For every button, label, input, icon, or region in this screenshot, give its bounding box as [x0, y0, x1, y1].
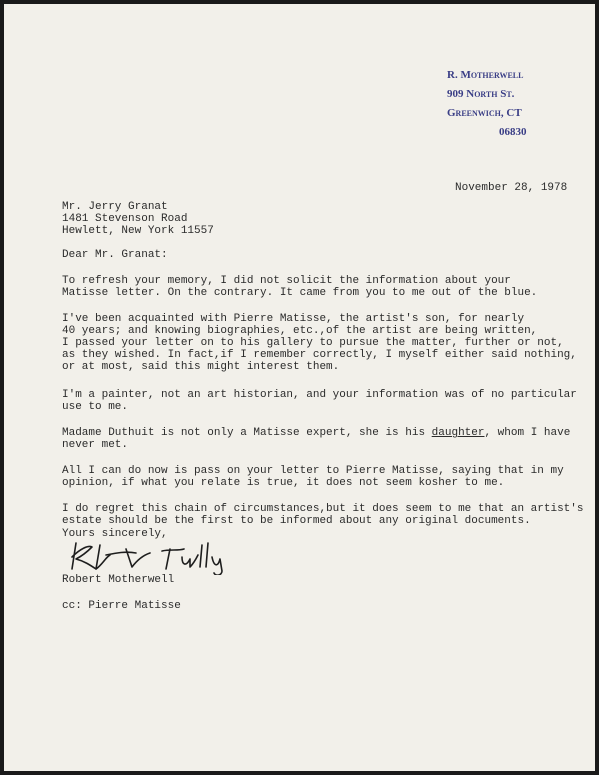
paragraph-4: [62, 427, 570, 451]
paragraph-3: [62, 389, 577, 413]
letterhead-zip: 06830: [499, 126, 527, 138]
letter-page: [4, 4, 595, 771]
recipient-city: Hewlett, New York 11557: [62, 225, 214, 237]
paragraph-line: or at most, said this might interest them.: [62, 361, 340, 373]
letterhead-street: 909 North St.: [447, 88, 515, 100]
letterhead-name: R. Motherwell: [447, 69, 524, 81]
paragraph-line: [62, 427, 570, 439]
paragraph-text: Madame Duthuit is not only a Matisse expert, she is his: [62, 427, 432, 439]
cc-line: cc: Pierre Matisse: [62, 600, 181, 612]
paragraph-line: I'm a painter, not an art historian, and your information was of no particular: [62, 389, 577, 401]
paragraph-line: I've been acquainted with Pierre Matisse, the artist's son, for nearly: [62, 313, 525, 325]
paragraph-line: To refresh your memory, I did not solicit the information about your: [62, 275, 511, 287]
paragraph-line: as they wished. In fact,if I remember correctly, I myself either said nothing,: [62, 349, 577, 361]
underlined-word: daughter: [431, 427, 485, 439]
paragraph-line: All I can do now is pass on your letter to Pierre Matisse, saying that in my: [62, 465, 564, 477]
paragraph-text: , whom I have: [484, 427, 571, 439]
paragraph-line: estate should be the first to be informed about any original documents.: [62, 515, 531, 527]
paragraph-6: [62, 503, 584, 527]
salutation: Dear Mr. Granat:: [62, 249, 168, 261]
paragraph-line: Matisse letter. On the contrary. It came from you to me out of the blue.: [62, 287, 538, 299]
recipient-address: [62, 201, 214, 237]
recipient-street: 1481 Stevenson Road: [62, 213, 188, 225]
paragraph-line: opinion, if what you relate is true, it does not seem kosher to me.: [62, 477, 505, 489]
paragraph-1: [62, 275, 537, 299]
signer-name: Robert Motherwell: [62, 574, 175, 586]
paragraph-line: never met.: [62, 439, 129, 451]
recipient-name: Mr. Jerry Granat: [62, 201, 168, 213]
paragraph-5: [62, 465, 564, 489]
handwritten-signature: [66, 535, 266, 575]
letterhead: [447, 66, 527, 142]
letterhead-city: Greenwich, CT: [447, 107, 522, 119]
paragraph-2: [62, 313, 577, 373]
paragraph-line: I passed your letter on to his gallery to pursue the matter, further or not,: [62, 337, 564, 349]
paragraph-line: 40 years; and knowing biographies, etc.,of the artist are being written,: [62, 325, 538, 337]
closing: Yours sincerely,: [62, 528, 168, 540]
letter-date: November 28, 1978: [455, 182, 568, 194]
paragraph-line: use to me.: [62, 401, 129, 413]
paragraph-line: I do regret this chain of circumstances,but it does seem to me that an artist's: [62, 503, 584, 515]
